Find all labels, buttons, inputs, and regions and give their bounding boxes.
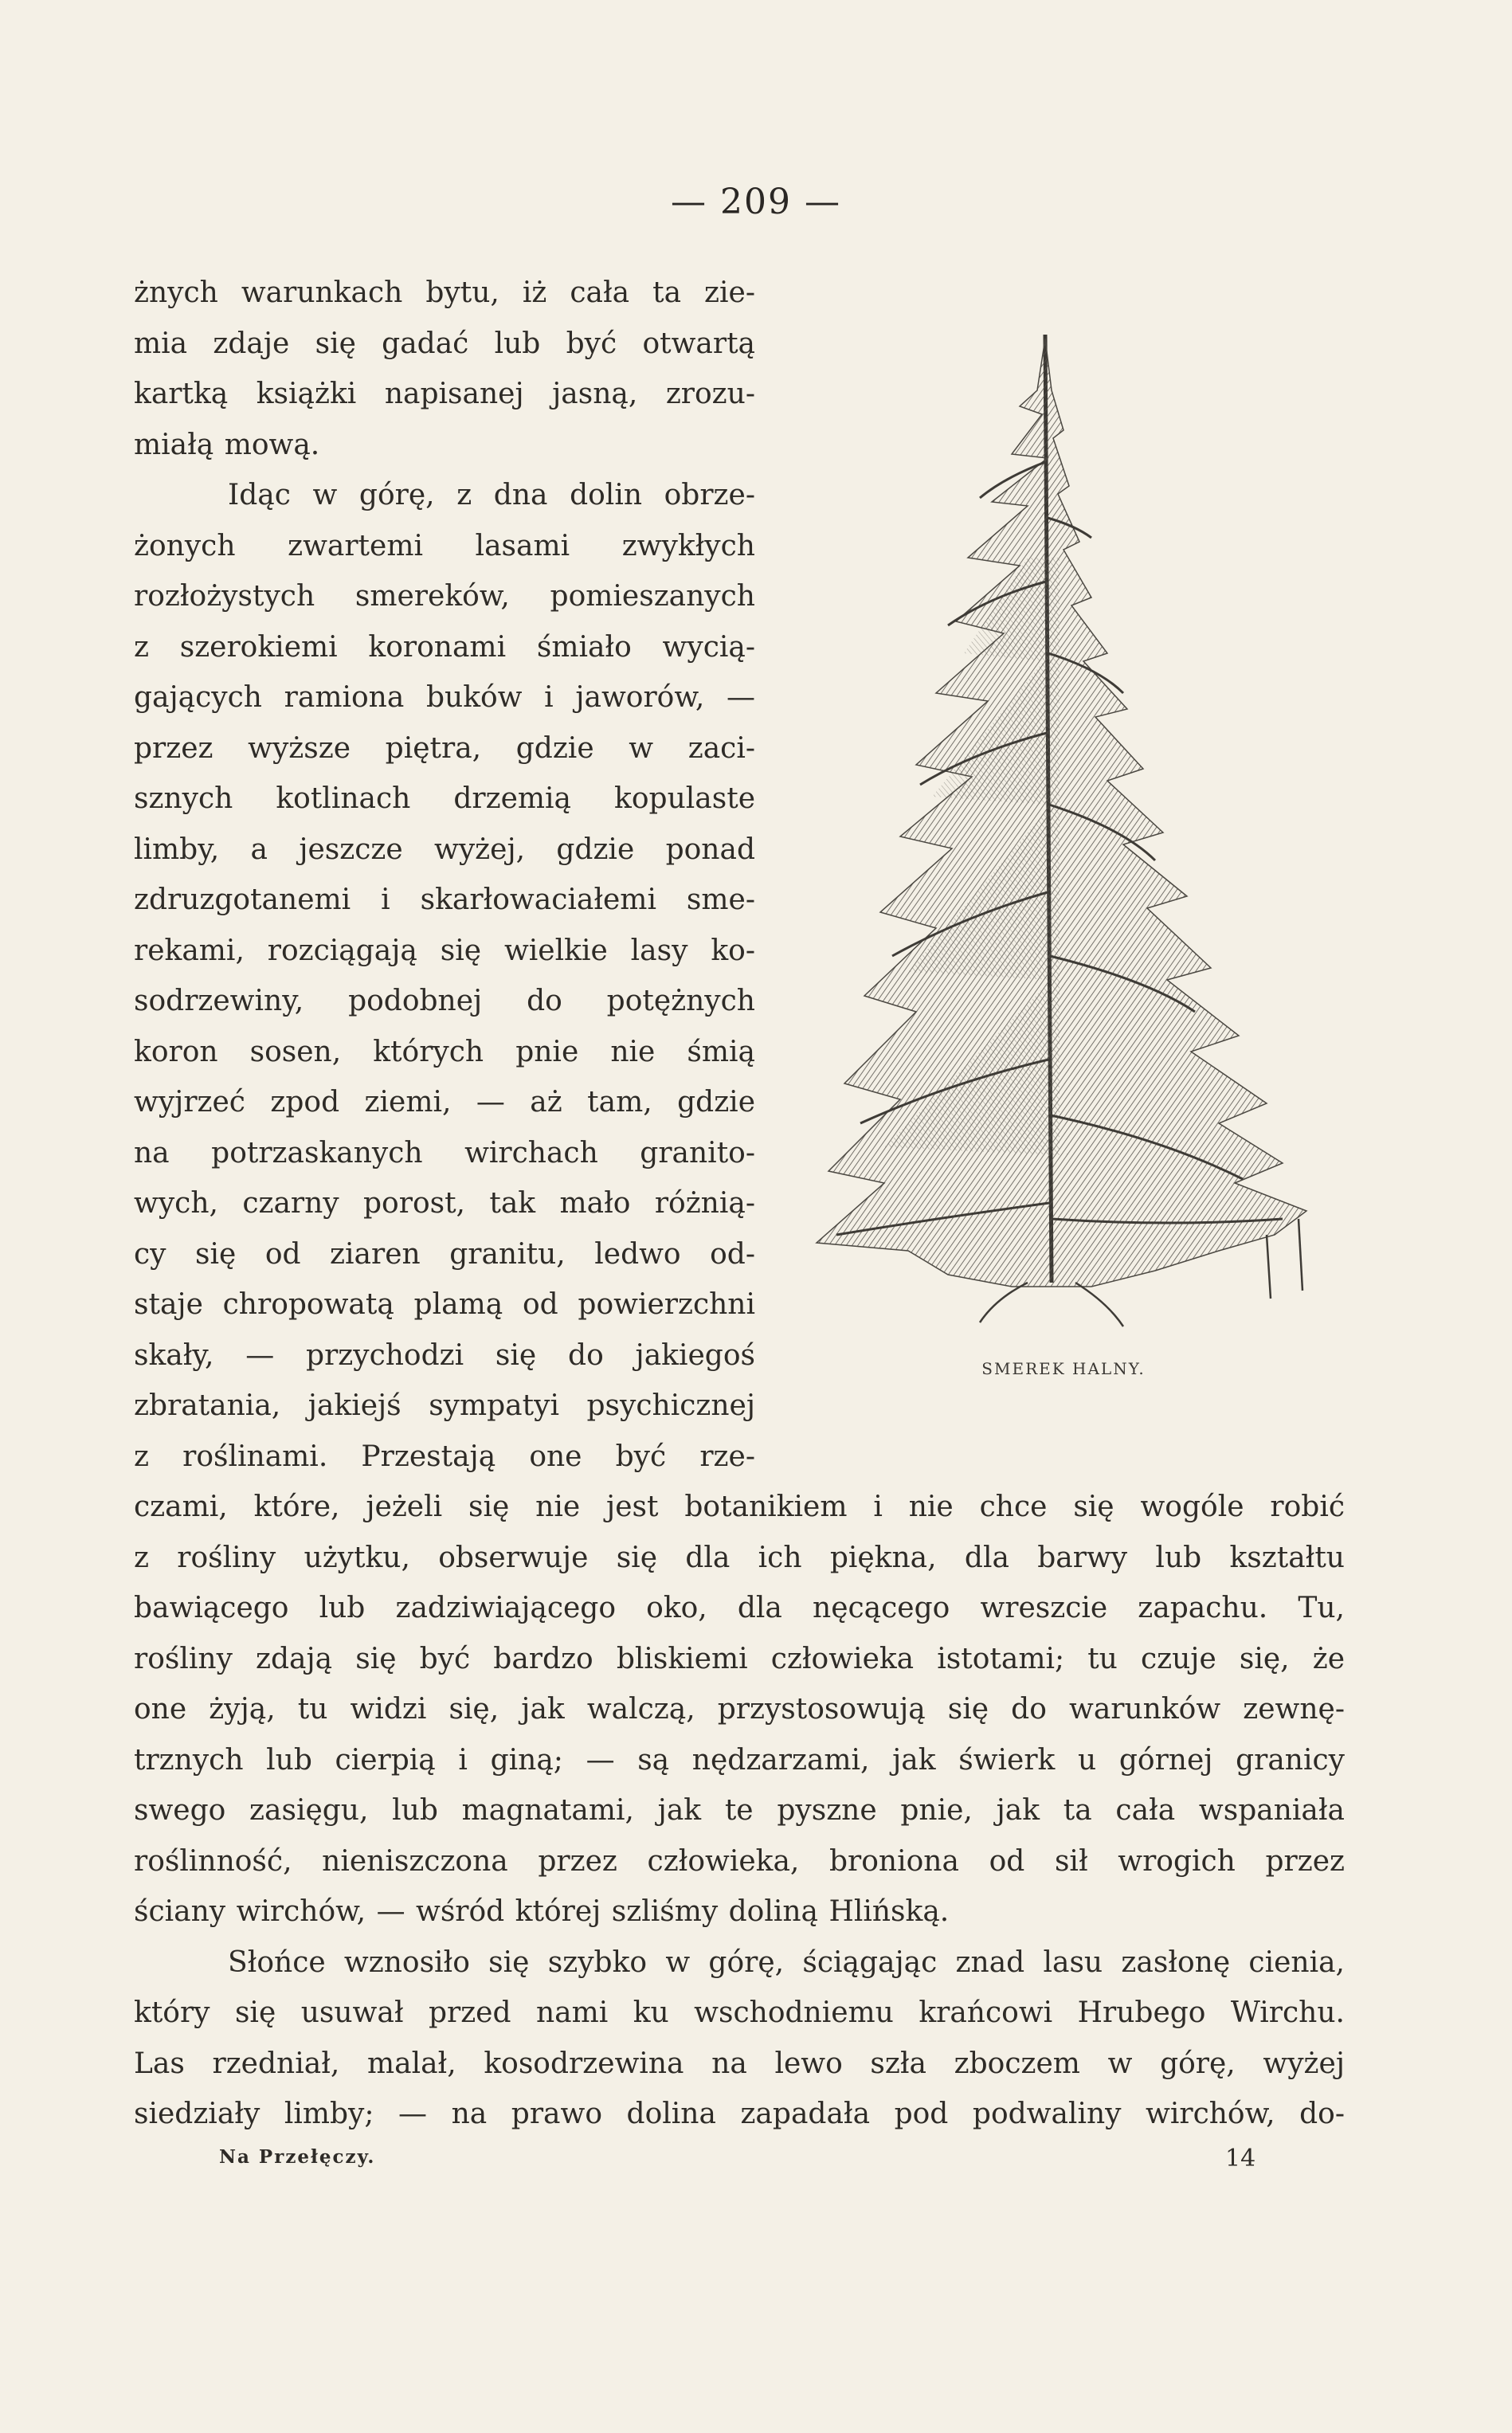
- text-line: rekami, rozciągają się wielkie lasy ko-: [134, 934, 755, 967]
- text-line: sznych kotlinach drzemią kopulaste: [134, 782, 755, 815]
- text-line: trznych lub cierpią i giną; — są nędzarzami, jak świerk u górnej granicy: [134, 1743, 1345, 1777]
- full-width-text-column: [134, 1482, 1345, 2140]
- text-line: siedziały limby; — na prawo dolina zapadała pod podwaliny wirchów, do-: [134, 2098, 1345, 2130]
- text-line: one żyją, tu widzi się, jak walczą, przystosowują się do warunków zewnę-: [134, 1693, 1345, 1726]
- text-line: który się usuwał przed nami ku wschodniemu krańcowi Hrubego Wirchu.: [134, 1996, 1345, 2029]
- text-line: staje chropowatą plamą od powierzchni: [134, 1288, 755, 1321]
- text-line: z szerokiemi koronami śmiało wycią-: [134, 630, 755, 664]
- text-line: zbratania, jakiejś sympatyi psychicznej: [134, 1389, 755, 1422]
- paragraph-start-line: Słońce wznosiło się szybko w górę, ściągając znad lasu zasłonę cienia,: [228, 1945, 1345, 1979]
- text-line: bawiącego lub zadziwiającego oko, dla nęcącego wreszcie zapachu. Tu,: [134, 1592, 1345, 1624]
- text-line: roślinność, nieniszczona przez człowieka, broniona od sił wrogich przez: [134, 1844, 1345, 1878]
- text-line: żnych warunkach bytu, iż cała ta zie-: [134, 276, 755, 309]
- text-line: koron sosen, których pnie nie śmią: [134, 1035, 755, 1068]
- text-line: gających ramiona buków i jaworów, —: [134, 681, 755, 714]
- figure-caption: SMEREK HALNY.: [981, 1359, 1146, 1378]
- text-line: sodrzewiny, podobnej do potężnych: [134, 985, 755, 1017]
- page-number: — 209 —: [671, 182, 841, 222]
- text-line: kartką książki napisanej jasną, zrozu-: [134, 378, 755, 410]
- text-line: przez wyższe piętra, gdzie w zaci-: [134, 731, 755, 765]
- text-line: czami, które, jeżeli się nie jest botanikiem i nie chce się wogóle robić: [134, 1491, 1345, 1523]
- text-line: Las rzedniał, malał, kosodrzewina na lewo szła zboczem w górę, wyżej: [134, 2047, 1345, 2080]
- text-line: swego zasięgu, lub magnatami, jak te pyszne pnie, jak ta cała wspaniała: [134, 1794, 1345, 1827]
- text-line: żonych zwartemi lasami zwykłych: [134, 529, 755, 562]
- text-line: wych, czarny porost, tak mało różnią-: [134, 1187, 755, 1220]
- text-line: ściany wirchów, — wśród której szliśmy doliną Hlińską.: [134, 1895, 950, 1928]
- text-line: miałą mową.: [134, 428, 320, 461]
- text-line: wyjrzeć zpod ziemi, — aż tam, gdzie: [134, 1086, 755, 1119]
- text-line: rozłożystych smereków, pomieszanych: [134, 580, 755, 613]
- spruce-tree-icon: [789, 319, 1346, 1354]
- text-line: na potrzaskanych wirchach granito-: [134, 1136, 755, 1169]
- paragraph-start-line: Idąc w górę, z dna dolin obrze-: [228, 479, 755, 511]
- text-line: zdruzgotanemi i skarłowaciałemi sme-: [134, 883, 755, 916]
- text-line: z roślinami. Przestają one być rze-: [134, 1440, 755, 1473]
- wrapped-text-column: [134, 268, 755, 1482]
- footer-sheet-number: 14: [1225, 2145, 1256, 2172]
- text-line: skały, — przychodzi się do jakiegoś: [134, 1338, 755, 1372]
- text-line: z rośliny użytku, obserwuje się dla ich piękna, dla barwy lub kształtu: [134, 1541, 1345, 1574]
- text-line: mia zdaje się gadać lub być otwartą: [134, 327, 755, 360]
- footer-signature: Na Przełęczy.: [219, 2146, 376, 2168]
- text-line: limby, a jeszcze wyżej, gdzie ponad: [134, 833, 755, 866]
- text-line: rośliny zdają się być bardzo bliskiemi człowieka istotami; tu czuje się, że: [134, 1642, 1345, 1675]
- text-line: cy się od ziaren granitu, ledwo od-: [134, 1237, 755, 1271]
- spruce-tree-illustration: [789, 319, 1346, 1354]
